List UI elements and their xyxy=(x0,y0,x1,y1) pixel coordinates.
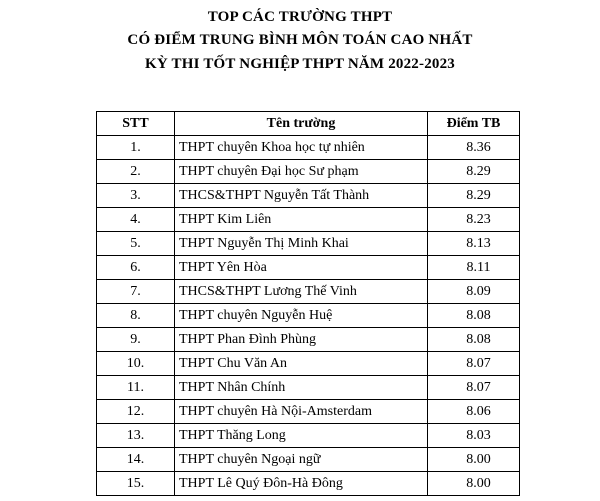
row-school-name: THPT Kim Liên xyxy=(175,208,428,232)
row-average-score: 8.08 xyxy=(428,304,520,328)
row-average-score: 8.29 xyxy=(428,160,520,184)
title-line-1: TOP CÁC TRƯỜNG THPT xyxy=(207,9,393,25)
table-row xyxy=(97,472,520,496)
row-school-name: THPT chuyên Đại học Sư phạm xyxy=(175,160,428,184)
row-stt: 15. xyxy=(97,472,175,496)
title-line-2: CÓ ĐIỂM TRUNG BÌNH MÔN TOÁN CAO NHẤT xyxy=(127,32,473,48)
row-stt: 12. xyxy=(97,400,175,424)
table-row xyxy=(97,328,520,352)
row-average-score: 8.36 xyxy=(428,136,520,160)
row-stt: 5. xyxy=(97,232,175,256)
table-row xyxy=(97,400,520,424)
table-row xyxy=(97,184,520,208)
row-average-score: 8.13 xyxy=(428,232,520,256)
row-average-score: 8.08 xyxy=(428,328,520,352)
row-average-score: 8.07 xyxy=(428,352,520,376)
table-row xyxy=(97,256,520,280)
row-school-name: THPT Lê Quý Đôn-Hà Đông xyxy=(175,472,428,496)
table-row xyxy=(97,352,520,376)
table-row xyxy=(97,448,520,472)
row-school-name: THPT Thăng Long xyxy=(175,424,428,448)
table-row xyxy=(97,136,520,160)
row-stt: 2. xyxy=(97,160,175,184)
row-stt: 6. xyxy=(97,256,175,280)
header-school-name: Tên trường xyxy=(175,112,428,136)
row-stt: 14. xyxy=(97,448,175,472)
row-average-score: 8.00 xyxy=(428,448,520,472)
table-row xyxy=(97,232,520,256)
row-stt: 1. xyxy=(97,136,175,160)
row-school-name: THPT Phan Đình Phùng xyxy=(175,328,428,352)
row-stt: 13. xyxy=(97,424,175,448)
row-stt: 7. xyxy=(97,280,175,304)
row-average-score: 8.29 xyxy=(428,184,520,208)
row-school-name: THPT Nhân Chính xyxy=(175,376,428,400)
row-school-name: THPT Nguyễn Thị Minh Khai xyxy=(175,232,428,256)
table-row xyxy=(97,160,520,184)
row-stt: 4. xyxy=(97,208,175,232)
header-stt: STT xyxy=(97,112,175,136)
row-school-name: THCS&THPT Nguyễn Tất Thành xyxy=(175,184,428,208)
table-row xyxy=(97,304,520,328)
row-average-score: 8.07 xyxy=(428,376,520,400)
row-average-score: 8.11 xyxy=(428,256,520,280)
table-header-row xyxy=(97,112,520,136)
table-row xyxy=(97,208,520,232)
table-row xyxy=(97,376,520,400)
row-stt: 3. xyxy=(97,184,175,208)
row-average-score: 8.09 xyxy=(428,280,520,304)
row-stt: 10. xyxy=(97,352,175,376)
row-school-name: THCS&THPT Lương Thế Vinh xyxy=(175,280,428,304)
row-school-name: THPT chuyên Ngoại ngữ xyxy=(175,448,428,472)
row-school-name: THPT chuyên Nguyễn Huệ xyxy=(175,304,428,328)
row-average-score: 8.00 xyxy=(428,472,520,496)
row-average-score: 8.03 xyxy=(428,424,520,448)
table-body xyxy=(97,136,520,496)
row-school-name: THPT chuyên Khoa học tự nhiên xyxy=(175,136,428,160)
row-school-name: THPT chuyên Hà Nội-Amsterdam xyxy=(175,400,428,424)
table-row xyxy=(97,424,520,448)
ranking-table xyxy=(96,111,520,496)
title-line-3: KỲ THI TỐT NGHIỆP THPT NĂM 2022-2023 xyxy=(144,56,456,72)
row-stt: 11. xyxy=(97,376,175,400)
row-stt: 9. xyxy=(97,328,175,352)
row-average-score: 8.23 xyxy=(428,208,520,232)
table-row xyxy=(97,280,520,304)
row-average-score: 8.06 xyxy=(428,400,520,424)
row-stt: 8. xyxy=(97,304,175,328)
row-school-name: THPT Yên Hòa xyxy=(175,256,428,280)
row-school-name: THPT Chu Văn An xyxy=(175,352,428,376)
header-average-score: Điểm TB xyxy=(428,112,520,136)
